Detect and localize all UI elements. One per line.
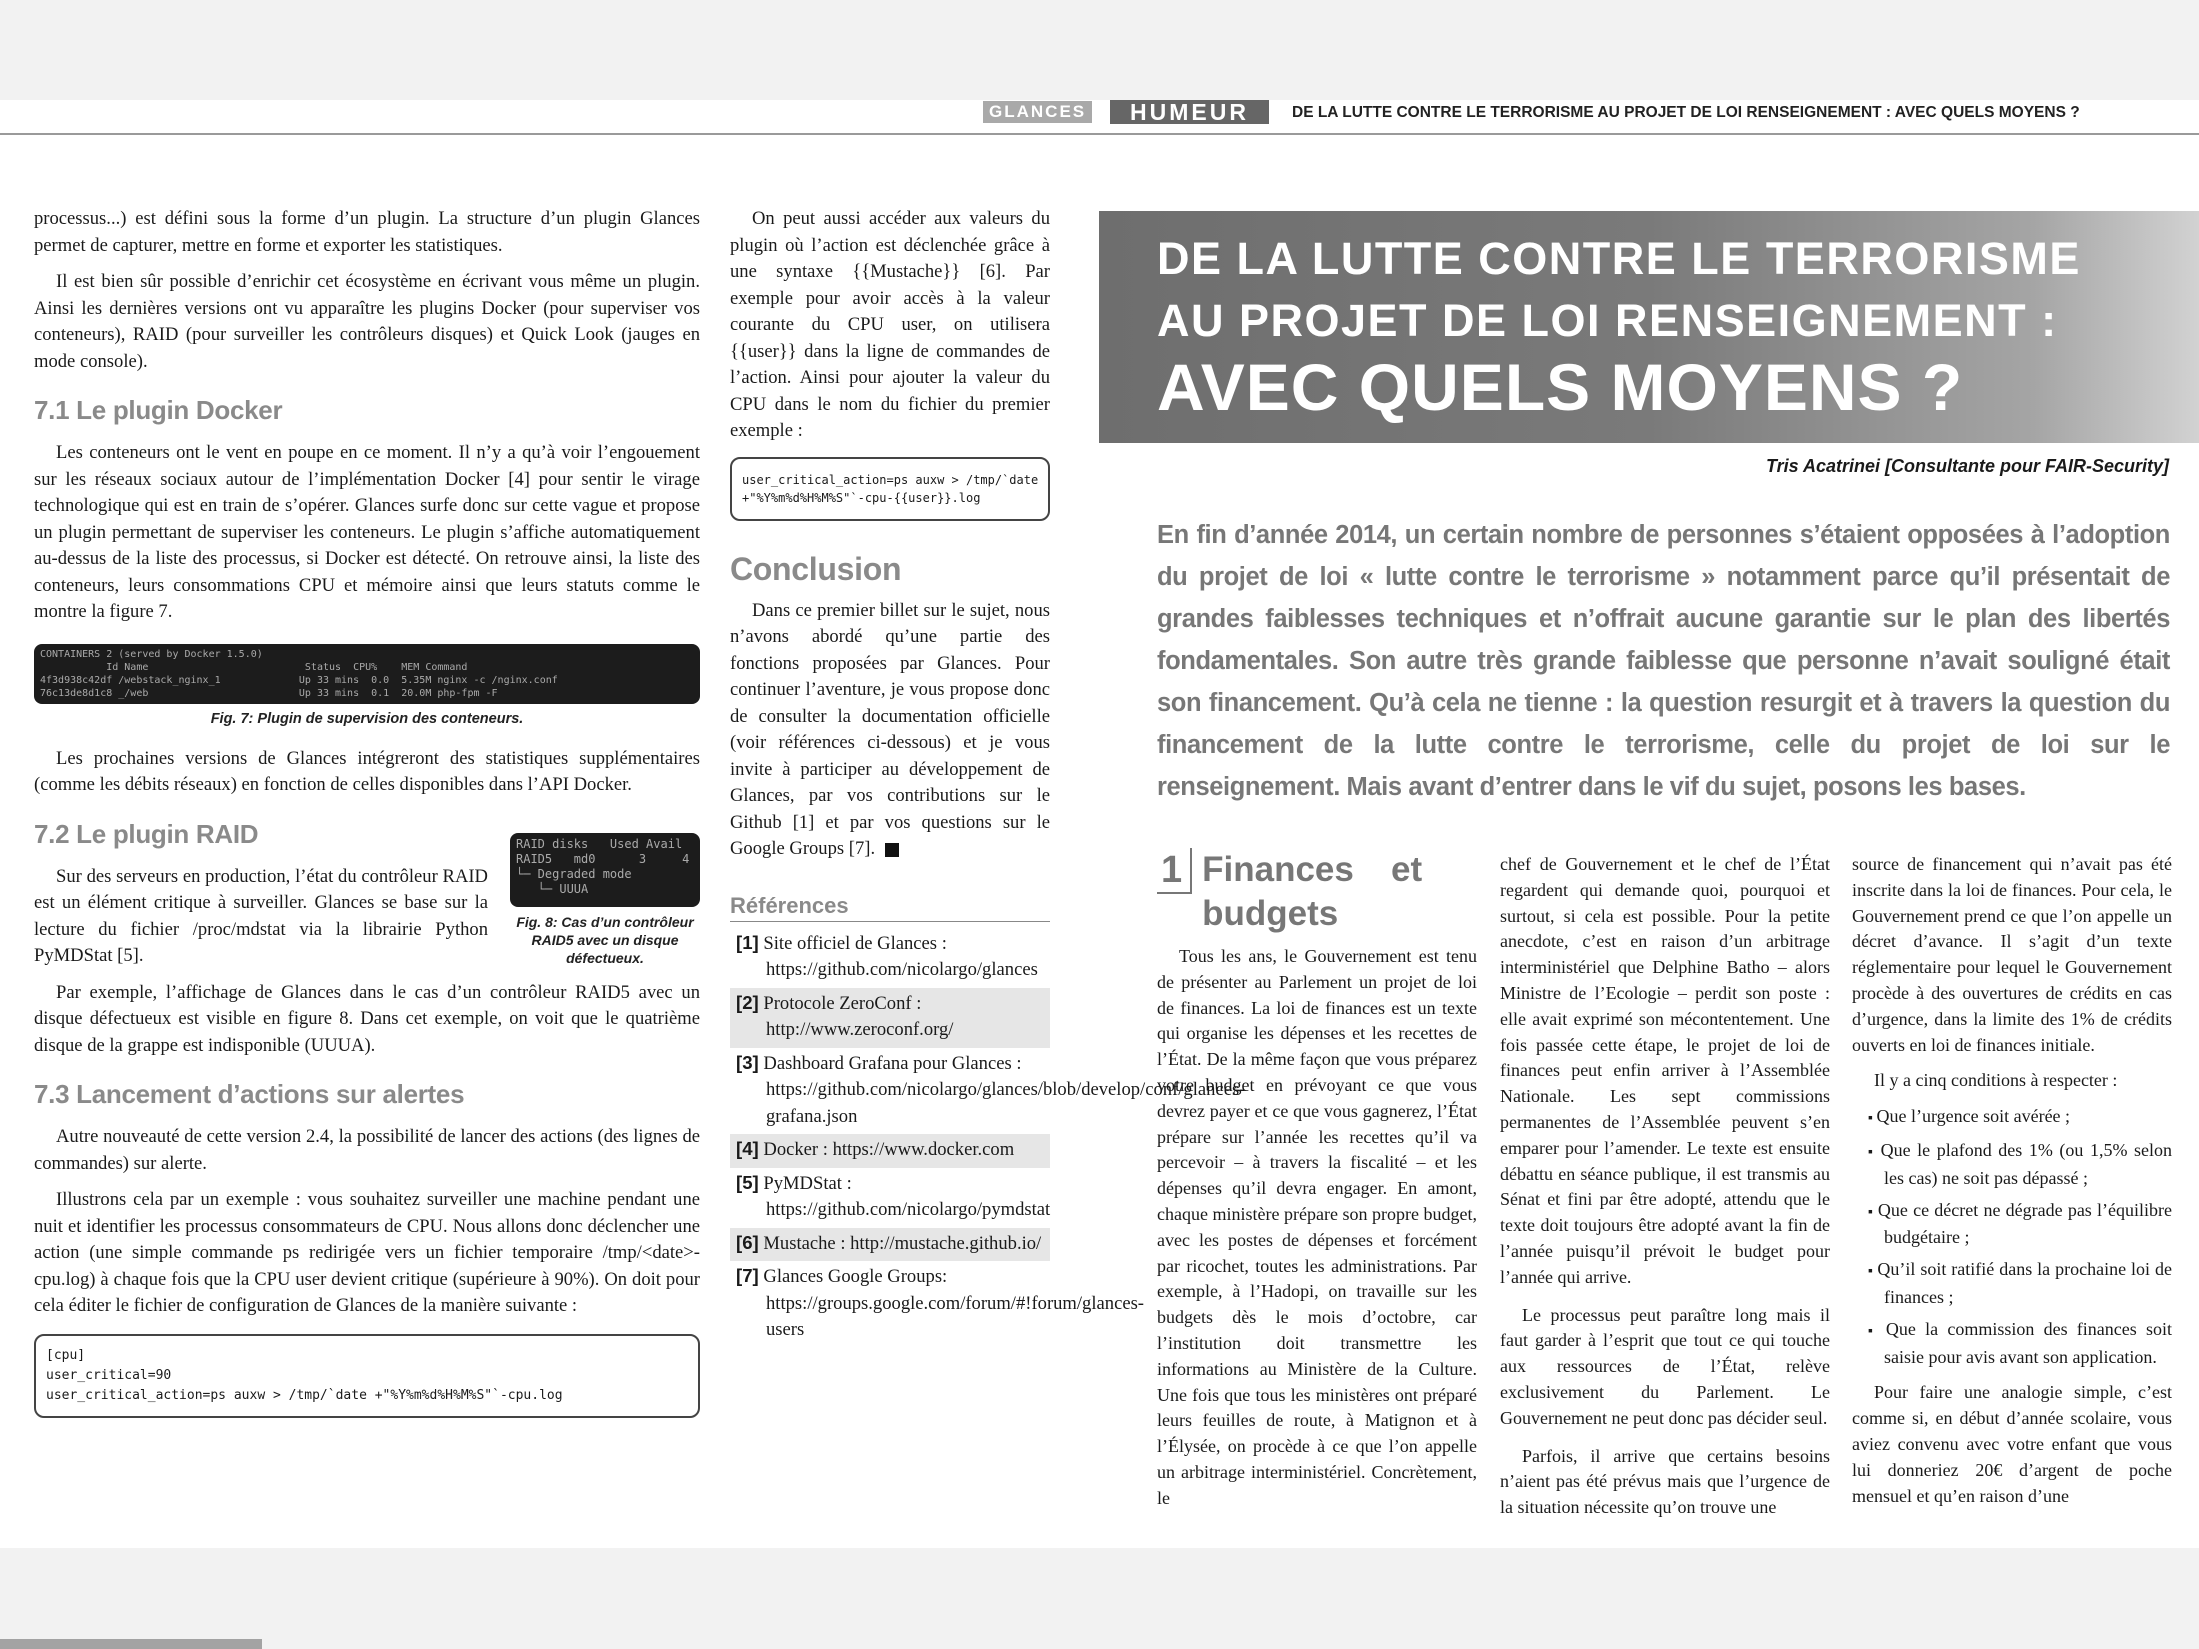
article-lead: En fin d’année 2014, un certain nombre de personnes s’étaient opposées à l’adoption du projet de loi « lutte contre le terrorisme » notamment parce qu’il présentait de grandes faiblesses techniques et n’offrait aucune garantie sur le plan des libertés fondamentales. Son autre très grande faiblesse que personne n’avait souligné était son financement. Qu’à cela ne tienne : la question resurgit et à travers la question du financement de la lutte contre le terrorisme, celle du projet de loi sur le renseignement. Mais avant d’entrer dans le vif du sujet, posons les bases.: [1157, 521, 2170, 801]
code-line: user_critical_action=ps auxw > /tmp/`date: [742, 472, 1039, 487]
heading-actions: 7.3 Lancement d’actions sur alertes: [34, 1079, 465, 1109]
reference-item: [730, 1168, 1050, 1228]
article-column-1: [1157, 848, 1477, 1522]
conclusion-text: Dans ce premier billet sur le sujet, nous n’avons abordé qu’une partie des fonctions proposées par Glances. Pour continuer l’aventure, je vous propose donc de consulter la documentation officielle (voir références ci-dessous) et je vous invite à participer au développement de Glances, par vos contributions sur le Github [1] et par vos questions sur le Google Groups [7].: [730, 599, 1050, 859]
term-line: RAID5 md0 3 4: [516, 851, 690, 866]
term-line: └─ UUUA: [516, 881, 589, 896]
section-tag-humeur: HUMEUR: [1110, 100, 1269, 124]
term-line: CONTAINERS 2 (served by Docker 1.5.0): [40, 648, 263, 660]
figure-8-caption: Fig. 8: Cas d’un contrôleur RAID5 avec un disque défectueux.: [516, 913, 694, 966]
paragraph: Sur des serveurs en production, l’état du contrôleur RAID est un élément critique à surveiller. Glances se base sur la lecture du fichier /proc/mdstat via la librairie Python PyMDStat [5].: [34, 865, 488, 966]
header-rule: [0, 133, 2199, 135]
term-line: 76c13de8d1c8 _/web Up 33 mins 0.1 20.0M php-fpm -F: [40, 687, 498, 699]
reference-item: [730, 1134, 1050, 1168]
reference-number: [6]: [736, 1231, 759, 1253]
article-title-banner: [1099, 211, 2199, 443]
reference-number: [4]: [736, 1138, 759, 1159]
left-column: [34, 206, 700, 1418]
reference-text: Site officiel de Glances : https://github.com/nicolargo/glances: [763, 932, 1038, 980]
reference-item: [730, 1048, 1246, 1135]
code-line: user_critical=90: [46, 1367, 172, 1383]
heading-raid: 7.2 Le plugin RAID: [34, 818, 259, 849]
section-title: Finances et budgets: [1202, 850, 1423, 933]
paragraph: Autre nouveauté de cette version 2.4, la possibilité de lancer des actions (des lignes de commandes) sur alerte.: [34, 1126, 700, 1174]
paragraph: Les prochaines versions de Glances intégreront des statistiques supplémentaires (comme les débits réseaux) en fonction de celles disponibles dans l’API Docker.: [34, 747, 700, 795]
paragraph: Il y a cinq conditions à respecter :: [1874, 1070, 2118, 1091]
paragraph: Pour faire une analogie simple, c’est comme si, en début d’année scolaire, vous aviez convenu avec votre enfant que vous lui donneriez 20€ d’argent de poche mensuel et qu’en raison d’une: [1852, 1382, 2172, 1506]
term-line: RAID disks Used Avail: [516, 836, 683, 851]
reference-number: [2]: [736, 991, 759, 1013]
reference-text: PyMDStat : https://github.com/nicolargo/pymdstat: [763, 1172, 1051, 1220]
code-line: user_critical_action=ps auxw > /tmp/`date +"%Y%m%d%H%M%S"`-cpu.log: [46, 1387, 563, 1403]
list-item: ▪ Qu’il soit ratifié dans la prochaine loi de finances ;: [1862, 1257, 2172, 1311]
reference-item: [730, 988, 1050, 1048]
paragraph: [730, 598, 1050, 863]
config-code-block: [34, 1334, 700, 1418]
reference-item: [730, 1228, 1050, 1262]
reference-text: Glances Google Groups: https://groups.google.com/forum/#!forum/glances-users: [763, 1266, 1145, 1340]
article-author: Tris Acatrinei [Consultante pour FAIR-Security]: [1765, 456, 2169, 476]
section-number: 1: [1157, 848, 1192, 894]
code-line: [cpu]: [46, 1347, 86, 1363]
paragraph: chef de Gouvernement et le chef de l’État regardent qui demande quoi, pourquoi et surtout, si cela est possible. Pour la petite anecdote, c’est en raison d’un arbitrage interministériel que Delphine Batho – alors Ministre de l’Ecologie – perdit son poste : elle avait exprimé son mécontentement. Une fois passée cette étape, le projet de loi de finances peut enfin arriver à l’Assemblée Nationale. Les sept commissions permanentes de l’Assemblée peuvent s’en emparer pour l’amender. Le texte est ensuite débattu en séance publique, il est transmis au Sénat et fini par être adopté, attendu que le texte doit toujours être adopté avant la fin de l’année puisqu’il prévoit le budget pour l’année qui arrive.: [1500, 854, 1830, 1287]
article-title-line-2: AU PROJET DE LOI RENSEIGNEMENT :: [1157, 295, 2058, 346]
article-column-2: [1500, 852, 1830, 1531]
article-title-line-1: DE LA LUTTE CONTRE LE TERRORISME: [1157, 233, 2081, 284]
heading-docker: 7.1 Le plugin Docker: [34, 395, 283, 425]
reference-item: [730, 928, 1050, 988]
figure-8-screenshot: [510, 833, 700, 907]
middle-column: [730, 206, 1246, 1348]
conclusion-heading: Conclusion: [730, 550, 902, 587]
figure-8: [510, 833, 700, 967]
scroll-indicator: [0, 1639, 262, 1649]
list-item: ▪ Que l’urgence soit avérée ;: [1862, 1104, 2172, 1132]
end-mark-icon: [885, 843, 899, 857]
paragraph: source de financement qui n’avait pas été inscrite dans la loi de finances. Pour cela, le Gouvernement prend ce que l’on appelle un décret d’avance. Il s’agit d’un texte réglementaire pour lequel le Gouvernement procède à des ouvertures de crédits en cas d’urgence, dans la limite des 1% de crédits ouverts en loi de finances initiale.: [1852, 854, 2172, 1055]
paragraph: Tous les ans, le Gouvernement est tenu de présenter au Parlement un projet de loi de finances. La loi de finances est un texte qui organise les dépenses et les recettes de l’État. De la même façon que vous préparez votre budget en prévoyant ce que vous devrez payer et ce que vous gagnerez, l’État prépare sur l’année les recettes qu’il va percevoir – à travers la fiscalité – et les dépenses qu’il devra engager. En amont, chaque ministère prépare son propre budget, avec les postes de dépenses et forcément par ricochet, toutes les administrations. Par exemple, à l’Hadopi, on travaille sur les budgets dès le mois d’octobre, car l’institution doit transmettre les informations au Ministère de la Culture. Une fois que tous les ministères ont préparé leurs feuilles de route, à Matignon et à l’Élysée, on procède à ce que l’on appelle un arbitrage interministériel. Concrètement, le: [1157, 946, 1477, 1508]
reference-number: [5]: [736, 1171, 759, 1193]
list-item: ▪ Que ce décret ne dégrade pas l’équilibre budgétaire ;: [1862, 1198, 2172, 1252]
section-tag-glances: GLANCES: [983, 101, 1092, 123]
article-column-3: [1852, 852, 2172, 1519]
paragraph: Le processus peut paraître long mais il faut garder à l’esprit que tout ce qui touche aux ressources de l’État, relève exclusivement du Parlement. Le Gouvernement ne peut donc pas décider seul.: [1500, 1304, 1830, 1428]
reference-text: Protocole ZeroConf : http://www.zeroconf.org/: [763, 992, 954, 1040]
raid-section: [34, 819, 700, 970]
figure-7-caption: Fig. 7: Plugin de supervision des conteneurs.: [210, 710, 524, 727]
list-item: ▪ Que le plafond des 1% (ou 1,5% selon les cas) ne soit pas dépassé ;: [1862, 1138, 2172, 1192]
reference-item: [730, 1261, 1145, 1348]
article-title-line-3: AVEC QUELS MOYENS ?: [1157, 350, 1964, 424]
paragraph: On peut aussi accéder aux valeurs du plugin où l’action est déclenchée grâce à une syntaxe {{Mustache}} [6]. Par exemple pour avoir accès à la valeur courante du CPU user, on utilisera {{user}} dans la ligne de commandes de l’action. Ainsi pour ajouter la valeur du CPU dans le nom du fichier du premier exemple :: [730, 208, 1050, 441]
reference-text: Docker : https://www.docker.com: [763, 1139, 1015, 1160]
code-line: +"%Y%m%d%H%M%S"`-cpu-{{user}}.log: [742, 490, 981, 505]
paragraph: Les conteneurs ont le vent en poupe en ce moment. Il n’y a qu’à voir l’engouement sur les réseaux sociaux autour de l’implémentation Docker [4] pour sentir le virage technologique qui est en train de s’opérer. Glances surfe donc sur cette vague et propose un plugin permettant de superviser les conteneurs. Le plugin s’affiche automatiquement au-dessus de la liste des processus, si Docker est détecté. On retrouve ainsi, la liste des conteneurs, leurs consommations CPU et mémoire ainsi que leurs statuts comme le montre la figure 7.: [34, 442, 700, 622]
list-item: ▪ Que la commission des finances soit saisie pour avis avant son application.: [1862, 1317, 2172, 1371]
reference-text: Mustache : http://mustache.github.io/: [763, 1232, 1042, 1254]
running-title: DE LA LUTTE CONTRE LE TERRORISME AU PROJET DE LOI RENSEIGNEMENT : AVEC QUELS MOYENS ?: [1292, 104, 2080, 121]
figure-7-screenshot: [34, 644, 700, 704]
reference-number: [1]: [736, 931, 759, 953]
term-line: └─ Degraded mode: [516, 866, 632, 881]
references-title: Références: [730, 893, 1050, 922]
paragraph: Il est bien sûr possible d’enrichir cet écosystème en écrivant vous même un plugin. Ainsi les dernières versions ont vu apparaître les plugins Docker (pour superviser vos conteneurs), RAID (pour surveiller les contrôleurs disques) et Quick Look (jauges en mode console).: [34, 271, 700, 372]
term-line: 4f3d938c42df /webstack_nginx_1 Up 33 mins 0.0 5.35M nginx -c /nginx.conf: [40, 674, 558, 686]
term-line: Id Name Status CPU% MEM Command: [40, 661, 468, 673]
reference-text: Dashboard Grafana pour Glances : https://github.com/nicolargo/glances/blob/develop/conf/glances-grafana.json: [763, 1052, 1246, 1127]
section-heading: [1157, 848, 1477, 936]
paragraph: Par exemple, l’affichage de Glances dans le cas d’un contrôleur RAID5 avec un disque défectueux est visible en figure 8. Dans cet exemple, on voit que le quatrième disque de la grappe est indisponible (UUUA).: [34, 981, 700, 1056]
mustache-code-block: [730, 457, 1050, 521]
conditions-list: [1852, 1104, 2172, 1370]
paragraph: Parfois, il arrive que certains besoins n’aient pas été prévus mais que l’urgence de la situation nécessite qu’on trouve une: [1500, 1445, 1830, 1518]
paragraph: processus...) est défini sous la forme d’un plugin. La structure d’un plugin Glances permet de capturer, mettre en forme et exporter les statistiques.: [34, 208, 700, 256]
reference-number: [7]: [736, 1265, 759, 1286]
paragraph: Illustrons cela par un exemple : vous souhaitez surveiller une machine pendant une nuit et identifier les processus consommateurs de CPU. Nous allons donc déclencher une action (une simple commande ps redirigée vers un fichier temporaire /tmp/<date>-cpu.log) à chaque fois que la CPU user devient critique (supérieure à 90%). On doit pour cela éditer le fichier de configuration de Glances de la manière suivante :: [34, 1189, 700, 1316]
reference-number: [3]: [736, 1051, 759, 1073]
